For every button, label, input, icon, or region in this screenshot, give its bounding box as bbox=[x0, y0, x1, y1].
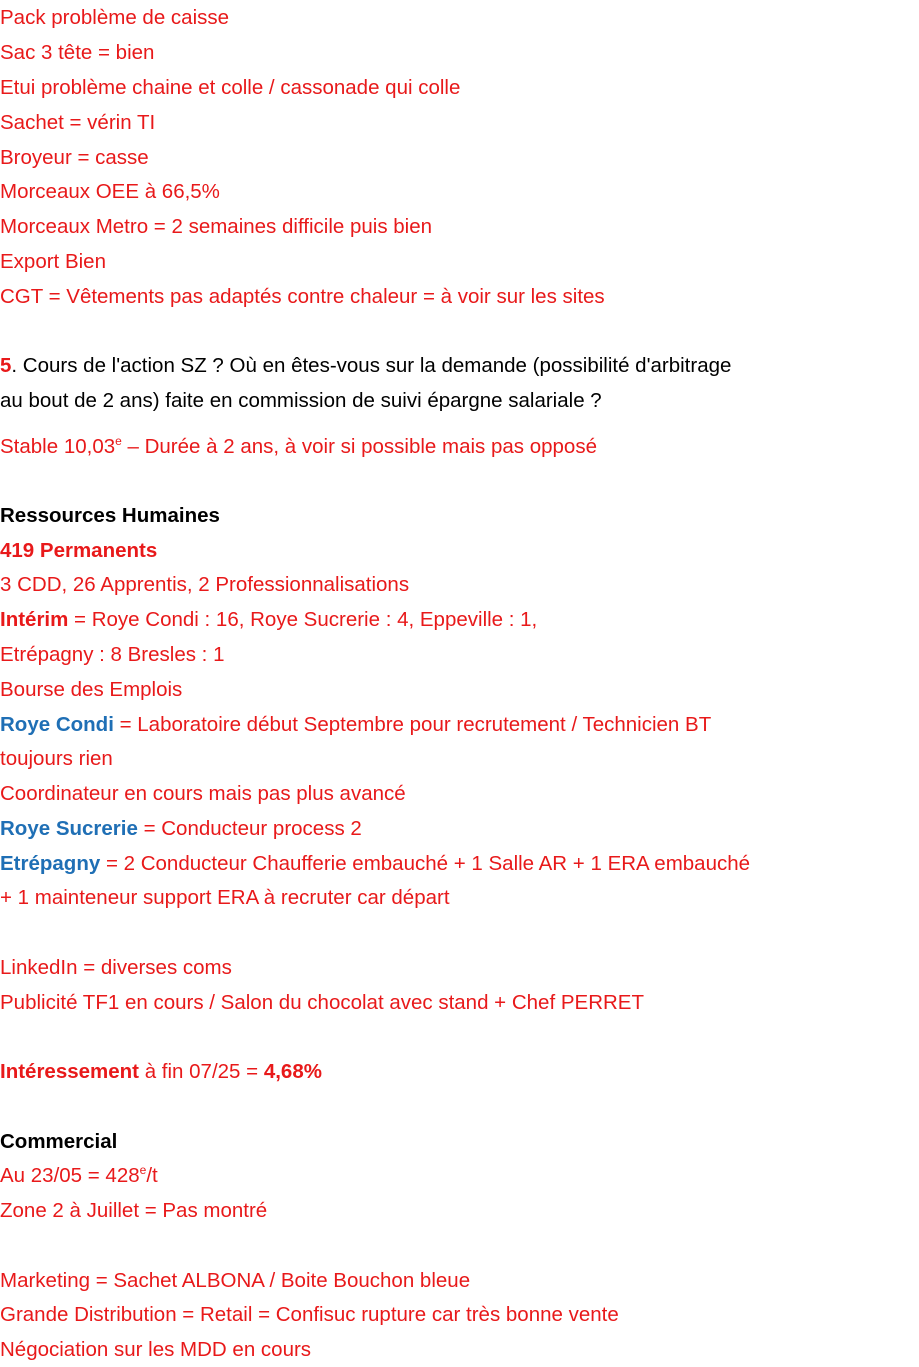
production-note: Sac 3 tête = bien bbox=[0, 41, 155, 64]
roye-sucrerie-label: Roye Sucrerie bbox=[0, 817, 138, 840]
marketing-line: Marketing = Sachet ALBONA / Boite Bouchon bleue bbox=[0, 1269, 471, 1292]
question-5-line1 bbox=[0, 353, 731, 379]
interim-line-2: Etrépagny : 8 Bresles : 1 bbox=[0, 643, 225, 666]
production-note: CGT = Vêtements pas adaptés contre chaleur = à voir sur les sites bbox=[0, 285, 605, 308]
linkedin-line: LinkedIn = diverses coms bbox=[0, 956, 232, 979]
zone-line: Zone 2 à Juillet = Pas montré bbox=[0, 1199, 268, 1222]
roye-sucrerie-line: Roye Sucrerie = Conducteur process 2 bbox=[0, 817, 362, 840]
roye-condi-line-2: toujours rien bbox=[0, 747, 113, 770]
etrepagny-line-2: + 1 mainteneur support ERA à recruter car départ bbox=[0, 886, 450, 909]
roye-condi-label: Roye Condi bbox=[0, 713, 114, 736]
bourse-emplois: Bourse des Emplois bbox=[0, 678, 183, 701]
question-text: . Cours de l'action SZ ? Où en êtes-vous sur la demande (possibilité d'arbitrage bbox=[11, 354, 732, 377]
etrepagny-line: Etrépagny = 2 Conducteur Chaufferie embauché + 1 Salle AR + 1 ERA embauché bbox=[0, 852, 751, 875]
marketing-line: Négociation sur les MDD en cours bbox=[0, 1338, 312, 1361]
marketing-line: Grande Distribution = Retail = Confisuc rupture car très bonne vente bbox=[0, 1303, 619, 1326]
interim-label: Intérim bbox=[0, 608, 69, 631]
interessement-value: 4,68% bbox=[263, 1060, 322, 1083]
interim-line: Intérim = Roye Condi : 16, Roye Sucrerie : 4, Eppeville : 1, bbox=[0, 608, 538, 631]
production-note: Etui problème chaine et colle / cassonade qui colle bbox=[0, 76, 461, 99]
production-note: Export Bien bbox=[0, 250, 106, 273]
contracts-line: 3 CDD, 26 Apprentis, 2 Professionnalisations bbox=[0, 573, 410, 596]
production-note: Broyeur = casse bbox=[0, 146, 149, 169]
production-note: Morceaux OEE à 66,5% bbox=[0, 180, 220, 203]
etrepagny-label: Etrépagny bbox=[0, 852, 101, 875]
question-5-answer: Stable 10,03e – Durée à 2 ans, à voir si possible mais pas opposé bbox=[0, 434, 597, 458]
price-line: Au $23/05 = 428^e/t$ bbox=[0, 1163, 158, 1187]
question-number: 5 bbox=[0, 354, 12, 377]
interessement-line: Intéressement à fin 07/25 = 4,68% bbox=[0, 1060, 322, 1083]
production-note: Morceaux Metro = 2 semaines difficile puis bien bbox=[0, 215, 433, 238]
section-title-rh: Ressources Humaines bbox=[0, 504, 220, 527]
section-title-commercial: Commercial bbox=[0, 1130, 118, 1153]
interessement-label: Intéressement bbox=[0, 1060, 140, 1083]
permanents-count: 419 Permanents bbox=[0, 539, 158, 562]
question-5-line2: au bout de 2 ans) faite en commission de suivi épargne salariale ? bbox=[0, 389, 602, 412]
roye-condi-line: Roye Condi = Laboratoire début Septembre pour recrutement / Technicien BT bbox=[0, 713, 712, 736]
production-note: Sachet = vérin TI bbox=[0, 111, 156, 134]
publicite-line: Publicité TF1 en cours / Salon du chocolat avec stand + Chef PERRET bbox=[0, 991, 644, 1014]
coordinateur-line: Coordinateur en cours mais pas plus avancé bbox=[0, 782, 406, 805]
production-note: Pack problème de caisse bbox=[0, 6, 230, 29]
